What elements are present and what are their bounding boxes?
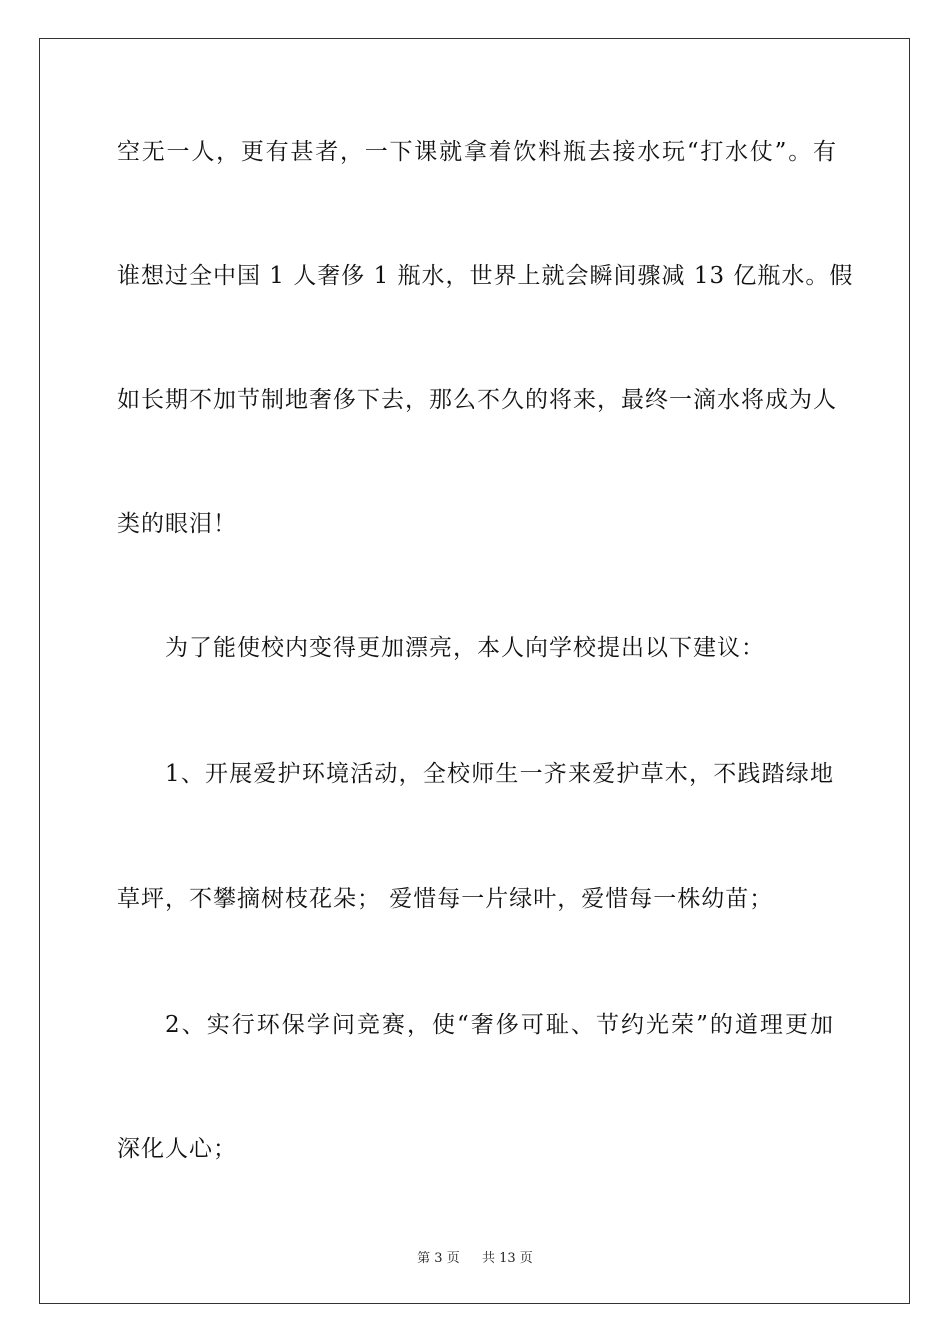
text-line: 草坪，不攀摘树枝花朵； 爱惜每一片绿叶，爱惜每一株幼苗； — [117, 886, 774, 912]
text-line: 谁想过全中国 1 人奢侈 1 瓶水，世界上就会瞬间骤减 13 亿瓶水。假 — [117, 263, 854, 289]
paragraph-line: 1、开展爱护环境活动，全校师生一齐来爱护草木，不践踏绿地 — [165, 761, 834, 787]
page-number: 第 3 页 — [417, 1251, 460, 1266]
paragraph-line: 为了能使校内变得更加漂亮，本人向学校提出以下建议： — [165, 635, 765, 661]
page-total: 共 13 页 — [482, 1251, 533, 1266]
page-footer — [0, 1247, 950, 1266]
page-border — [39, 38, 910, 1304]
text-line: 空无一人，更有甚者，一下课就拿着饮料瓶去接水玩“打水仗”。有 — [117, 139, 837, 165]
paragraph-line: 2、实行环保学问竞赛，使“奢侈可耻、节约光荣”的道理更加 — [165, 1012, 834, 1038]
text-line: 类的眼泪！ — [117, 511, 237, 537]
text-line: 如长期不加节制地奢侈下去，那么不久的将来，最终一滴水将成为人 — [117, 387, 837, 413]
text-line: 深化人心； — [117, 1136, 237, 1162]
